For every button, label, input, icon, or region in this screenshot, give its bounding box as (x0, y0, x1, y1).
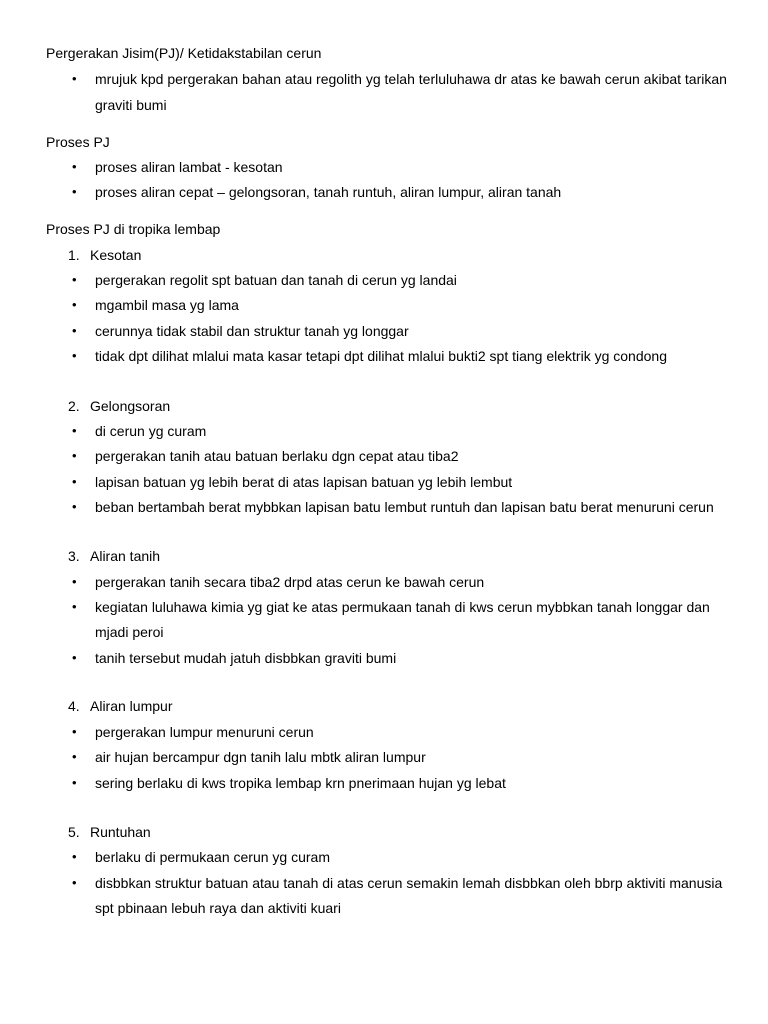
bullet-marker: • (72, 499, 77, 514)
list-item: di cerun yg curam (95, 423, 207, 439)
list-item-continuation: mjadi peroi (95, 624, 164, 640)
list-item: sering berlaku di kws tropika lembap krn pnerimaan hujan yg lebat (95, 775, 506, 791)
item-title: Aliran lumpur (90, 698, 173, 714)
list-item-continuation: spt pbinaan lebuh raya dan aktiviti kuari (95, 900, 341, 916)
bullet-marker: • (72, 348, 77, 363)
section-heading: Proses PJ (46, 134, 110, 150)
item-number: 5. (68, 824, 80, 840)
bullet-marker: • (72, 159, 77, 174)
bullet-marker: • (72, 775, 77, 790)
list-item: pergerakan lumpur menuruni cerun (95, 724, 314, 740)
bullet-marker: • (72, 323, 77, 338)
bullet-marker: • (72, 724, 77, 739)
item-title: Gelongsoran (90, 398, 171, 414)
bullet-marker: • (72, 849, 77, 864)
list-item: berlaku di permukaan cerun yg curam (95, 849, 331, 865)
list-item: disbbkan struktur batuan atau tanah di atas cerun semakin lemah disbbkan oleh bbrp aktiviti manusia (95, 875, 723, 891)
list-item: tidak dpt dilihat mlalui mata kasar tetapi dpt dilihat mlalui bukti2 spt tiang elektrik yg condong (95, 348, 667, 364)
list-item: pergerakan regolit spt batuan dan tanah di cerun yg landai (95, 272, 457, 288)
bullet-marker: • (72, 574, 77, 589)
bullet-marker: • (72, 875, 77, 890)
item-number: 4. (68, 698, 80, 714)
list-item: kegiatan luluhawa kimia yg giat ke atas permukaan tanah di kws cerun mybbkan tanah longgar dan (95, 599, 710, 615)
bullet-marker: • (72, 599, 77, 614)
list-item: cerunnya tidak stabil dan struktur tanah yg longgar (95, 323, 409, 339)
bullet-marker: • (72, 184, 77, 199)
list-item: beban bertambah berat mybbkan lapisan batu lembut runtuh dan lapisan batu berat menuruni cerun (95, 499, 714, 515)
list-item: pergerakan tanih atau batuan berlaku dgn cepat atau tiba2 (95, 448, 459, 464)
list-item: proses aliran lambat - kesotan (95, 159, 283, 175)
section-heading: Proses PJ di tropika lembap (46, 221, 221, 237)
bullet-marker: • (72, 297, 77, 312)
item-title: Aliran tanih (90, 548, 161, 564)
item-title: Runtuhan (90, 824, 151, 840)
list-item-continuation: graviti bumi (95, 97, 167, 113)
bullet-marker: • (72, 423, 77, 438)
list-item: tanih tersebut mudah jatuh disbbkan graviti bumi (95, 650, 397, 666)
item-title: Kesotan (90, 247, 142, 263)
bullet-marker: • (72, 272, 77, 287)
bullet-marker: • (72, 650, 77, 665)
list-item: air hujan bercampur dgn tanih lalu mbtk aliran lumpur (95, 749, 426, 765)
list-item: pergerakan tanih secara tiba2 drpd atas cerun ke bawah cerun (95, 574, 485, 590)
bullet-marker: • (72, 749, 77, 764)
section-heading: Pergerakan Jisim(PJ)/ Ketidakstabilan cerun (46, 45, 322, 61)
item-number: 1. (68, 247, 80, 263)
bullet-marker: • (72, 474, 77, 489)
item-number: 2. (68, 398, 80, 414)
list-item: mrujuk kpd pergerakan bahan atau regolith yg telah terluluhawa dr atas ke bawah cerun akibat tarikan (95, 71, 727, 87)
bullet-marker: • (72, 71, 77, 86)
item-number: 3. (68, 548, 80, 564)
list-item: mgambil masa yg lama (95, 297, 239, 313)
list-item: lapisan batuan yg lebih berat di atas lapisan batuan yg lebih lembut (95, 474, 513, 490)
list-item: proses aliran cepat – gelongsoran, tanah runtuh, aliran lumpur, aliran tanah (95, 184, 562, 200)
bullet-marker: • (72, 448, 77, 463)
